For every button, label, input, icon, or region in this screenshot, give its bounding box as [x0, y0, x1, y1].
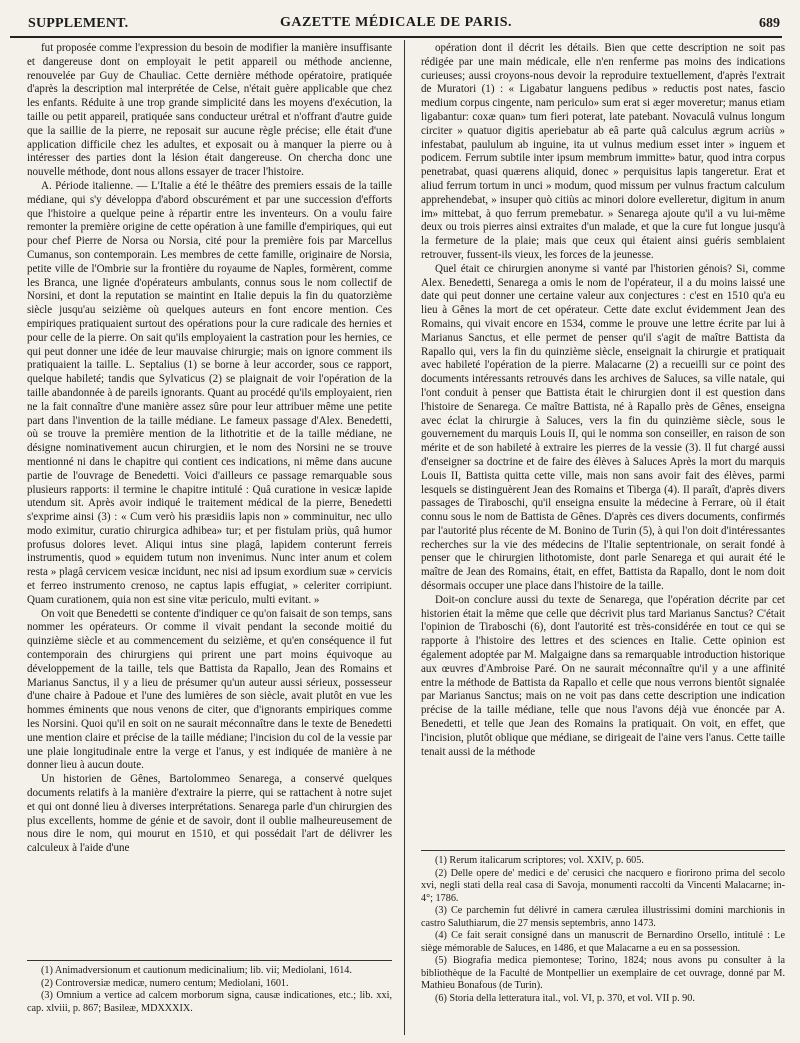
footnote: (2) Delle opere de' medici e de' cerusici che nacquero e fiorirono prima del secolo xvi, negli stati della real casa di Savoja, monumenti raccolti da Vincenti Malacarne; in-4°; 1786.	[421, 867, 785, 904]
page-number: 689	[759, 16, 780, 31]
footnote: (3) Omnium a vertice ad calcem morborum signa, causæ indicationes, etc.; lib. xxi, cap. xlviii, p. 867; Basileæ, MDXXXIX.	[27, 990, 392, 1014]
footnote: (1) Animadversionum et cautionum medicinalium; lib. vii; Mediolani, 1614.	[41, 965, 352, 976]
right-column	[421, 42, 785, 832]
footnote: (6) Storia della letteratura ital., vol. VI, p. 370, et vol. VII p. 90.	[435, 992, 695, 1004]
column-divider	[404, 40, 405, 1035]
paragraph: Doit-on conclure aussi du texte de Senarega, que l'opération décrite par cet historien était la même que celle que décrivit plus tard Marianus Sanctus? C'était l'opinion de Tiraboschi (6), dont l'autorité est très-considérée en tout ce qui se rapporte à l'histoire des lettres et des sciences en Italie. Cette opinion est également adoptée par M. Malgaigne dans sa remarquable introduction historique aux œuvres d'Ambroise Paré. On ne saurait méconnaître qu'il y a une affinité entre la méthode de Battista da Rapallo et celle que nous verrons bientôt signalée par Marianus Sanctus; mais on ne voit pas dans cette description une indication précise de la taille médiane, telle que nous l'avons déjà vue énoncée par A. Benedetti, et telle que Jean des Romains la pratiquait. On voit, en effet, que l'incision, plutôt oblique que médiane, se dirigeait de l'aine vers l'anus. Cette taille tenait aussi de la méthode	[421, 593, 785, 758]
header-journal-title: GAZETTE MÉDICALE DE PARIS.	[279, 15, 513, 30]
paragraph: Un historien de Gênes, Bartolommeo Senarega, a conservé quelques documents relatifs à la manière d'extraire la pierre, qui se rattachent à notre sujet et qui ont donné lieu à diverses interprétations. Senarega parle d'un chirurgien des plus excellents, homme de génie et de savoir, dont il oublie malheureusement de nous dire le nom, qui mourut en 1510, et qui possédait l'art de délivrer les calculeux à l'aide d'une	[27, 773, 392, 855]
footnote: (4) Ce fait serait consigné dans un manuscrit de Bernardino Orsello, intitulé : Le siège mémorable de Saluces, en 1486, et que Malacarne a eu en sa possession.	[421, 930, 785, 954]
paragraph: fut proposée comme l'expression du besoin de modifier la manière insuffisante et dangereuse dont on employait le petit appareil ou méthode ancienne, renouvelée par Guy de Chauliac. Cette dernière méthode opératoire, pratiquée d'après la description mal interprétée de Celse, n'était guère applicable que chez les enfants. Réduite à une trop grande simplicité dans les moyens d'exécution, la taille ou petit appareil, pratiquée sans conducteur urétral et n'offrant d'autre guide que la saillie de la pierre, ne reposait sur aucune règle précise; elle était d'une application difficile chez les adultes, et exposait ou à manquer la pierre ou à intéresser des parties dont la lésion était dangereuse. On chercha donc une nouvelle méthode, dont nous allons essayer de tracer l'histoire.	[27, 42, 392, 179]
footnote: (5) Biografia medica piemontese; Torino, 1824; nous avons pu consulter à la bibliothèque de la Faculté de Montpellier un exemplaire de cet ouvrage, donné par M. Mathieu Bonafous (de Turin).	[421, 955, 785, 991]
footnote: (3) Ce parchemin fut délivré in camera cærulea illustrissimi domini marchionis in castro Saluthiarum, die 27 mensis septembris, anno 1473.	[421, 905, 785, 929]
paragraph: opération dont il décrit les détails. Bien que cette description ne soit pas rédigée par une main médicale, elle n'en renferme pas moins des indications curieuses; aussi croyons-nous devoir la reproduire textuellement, d'après l'extrait de Muratori (1) : « Ligabatur languens pedibus » reductis post nates, fascio medium corpus cingente, nam periculo» sum erat si æger moveretur; manus etiam ligabantur: coxæ quan» tum fieri poterat, late patebant. Novaculâ vulnus longum circiter » quatuor digitis aperiebatur ab eâ parte quâ calculus ægrum acriùs » infestabat, paululum ab inguine, ita ut vulnus medium esset inter » inguem et podicem. Ferrum subtile inter ipsum membrum immitte» batur, quod intra corpus penetrabat, quasi quærens aliquid, donec » perquisitus lapis tangeretur. Erat et aliud ferrum tortum in unci » modum, quod missum per vulnus fractum calculum apprehendebat, » insuper quò citiùs ac minori dolore evelleretur, digitum in anum im» mittebat, à quo ferrum premebatur. » Senarega ajoute qu'il a vu lui-même deux ou trois pierres ainsi extraites d'un malade, et que la cure fut longue jusqu'à la fermeture de la plaie; mais que ceux qui étaient ainsi guéris semblaient retrouver, fussent-ils vieux, les forces de la jeunesse.	[421, 42, 785, 261]
left-footnotes	[27, 960, 392, 1015]
footnote: (1) Rerum italicarum scriptores; vol. XXIV, p. 605.	[435, 855, 644, 866]
header-section-title: SUPPLEMENT.	[28, 16, 129, 31]
left-column	[27, 42, 392, 992]
paragraph: A. Période italienne. — L'Italie a été le théâtre des premiers essais de la taille médiane, qui s'y développa d'abord obscurément et par une succession d'efforts que l'histoire a quelque peine à répartir entre les inventeurs. On a voulu faire remonter la première origine de cette opération à une famille d'empiriques, qui eut pour chef Pierre de Norsa ou Norsia, cité pour la première fois par Marcellus Cumanus, son contemporain. Les membres de cette famille, originaire de Norsia, petite ville de l'Ombrie sur la frontière du royaume de Naples, formèrent, comme les Branca, une lignée d'opérateurs ambulants, connus sous le nom collectif de Norsini, et dont la reputation se maintint en Italie depuis la fin du quatorzième siècle jusqu'au seizième où quelques auteurs en font encore mention. Ces empiriques pratiquaient surtout des opérations pour la cure radicale des hernies et pour celle de la pierre. On sait qu'ils employaient la castration pour les hernies, ce qui peut donner une idée de leur mauvaise chirurgie; mais on ignore comment ils pratiquaient la taille. L. Septalius (1) se borne à leur accorder, sous ce rapport, quelque habileté; tandis que Sylvaticus (2) se plaignait de voir l'opération de la taille abandonnée à de pareils ignorants. Quant au procédé qu'ils employaient, rien ne la fait connaître d'une manière assez sûre pour leur attribuer même une petite part dans l'invention de la taille médiane. Le fameux passage d'Alex. Benedetti, où se trouve la première mention de la lithotritie et de la taille médiane, ne désigne nominativement aucun chirurgien, et le nom des Norsini ne se trouve mentionné ni dans le chapitre qui contient ces indications, ni même dans aucune partie de l'ouvrage de Benedetti. Voici d'ailleurs ce passage remarquable sous plusieurs rapports: il termine le chapitre intitulé : Quâ curatione in vesicæ lapide utendum sit. Après avoir indiqué le traitement médical de la pierre, Benedetti s'exprime ainsi (3) : « Cum verò his præsidiis lapis non » comminuitur, nec ullo modo eximitur, curatio chirurgica adhibea» tur; et per fistulam priùs, quâ humor profusus dolores levet. Aliqui intus sine plagâ, lapidem conterunt ferreis instrumentis, quod » equidem tutum non invenimus. Nunc inter anum et colem resta » plagâ cervicem vesicæ incidunt, nec nisi ad ipsum exordium suæ » cervicis et ferreo instrumento crenoso, ne captus lapis effugiat, » celeriter corripiunt. Quam curationem, quia non est sine vitæ periculo, multi evitant. »	[27, 179, 392, 606]
paragraph: Quel était ce chirurgien anonyme si vanté par l'historien génois? Si, comme Alex. Benedetti, Senarega a omis le nom de l'opérateur, il a du moins laissé une date qui peut donner une certaine valeur aux conjectures : c'est en 1510 qu'a eu lieu à Gênes la mort de cet opérateur. Cette date exclut évidemment Jean des Romains, qui vivait encore en 1534, comme le prouve une lettre écrite par lui à Marianus Sanctus, et elle permet de penser qu'il s'agit de maître Battista da Rapallo qui, vers la fin du quinzième siècle, enseignait la chirurgie et pratiquait avec habileté l'opération de la pierre. Malacarne (2) a recueilli sur ce point des documents intéressants retrouvés dans les archives de Saluces, sa ville natale, qui l'ont conduit à penser que Battista était le chirurgien dont il est question dans l'histoire de Senarega. Ce maître Battista, né à Rapallo près de Gênes, enseigna avec éclat la chirurgie à Saluces, vers la fin du quinzième siècle, sous le gouvernement du marquis Louis II, qui le nomma son conseiller, en raison de son mérite et de son habileté à extraire les pierres de la vessie (3). Il fut chargé aussi d'enseigner sa doctrine et de faire des élèves à Saluces Après la mort du marquis Louis II, Battista quitta cette ville, mais non sans avoir fait des élèves, parmi lesquels se distinguèrent Jean des Romains et Tiberga (4). Il paraît, d'après divers passages de Tiraboschi, qu'il enseigna ensuite la médecine à Ferrare, où il était connu sous le nom de Battista de Gênes. D'après ces divers documents, confirmés par l'autorité plus récente de M. Bonino de Turin (5), à qui l'on doit d'intéressantes recherches sur la vie des médecins de l'Italie septentrionale, on serait fondé à penser que le chirurgien lithotomiste, dont parle Senarega et qui aurait été le maître de Jean des Romains, était, en effet, Battista da Rapallo, dont le nom doit désormais occuper une place dans l'histoire de la taille.	[421, 262, 785, 593]
footnote: (2) Controversiæ medicæ, numero centum; Mediolani, 1601.	[41, 977, 289, 989]
right-footnotes	[421, 850, 785, 1005]
paragraph: On voit que Benedetti se contente d'indiquer ce qu'on faisait de son temps, sans nommer les opérateurs. Or comme il vivait pendant la seconde moitié du quinzième siècle et au commencement du seizième, et qu'en conséquence il fut contemporain des chirurgiens qui prirent une part moins équivoque au développement de la taille, tels que Battista da Rapallo, Jean des Romains et Marianus Sanctus, il y a lieu de présumer qu'un auteur aussi sérieux, possesseur d'une chaire à Padoue et l'une des lumières de son siècle, avait plutôt en vue les hommes éminents que nous venons de citer, que d'ignorants empiriques comme les Norsini. Quoi qu'il en soit on ne saurait méconnaître dans le texte de Benedetti une mention claire et précise de la taille médiane; l'incision du col de la vessie par une plaie longitudinale entre la verge et l'anus, y est indiquée de manière à ne donner lieu à aucun doute.	[27, 607, 392, 772]
page-header	[10, 10, 782, 38]
